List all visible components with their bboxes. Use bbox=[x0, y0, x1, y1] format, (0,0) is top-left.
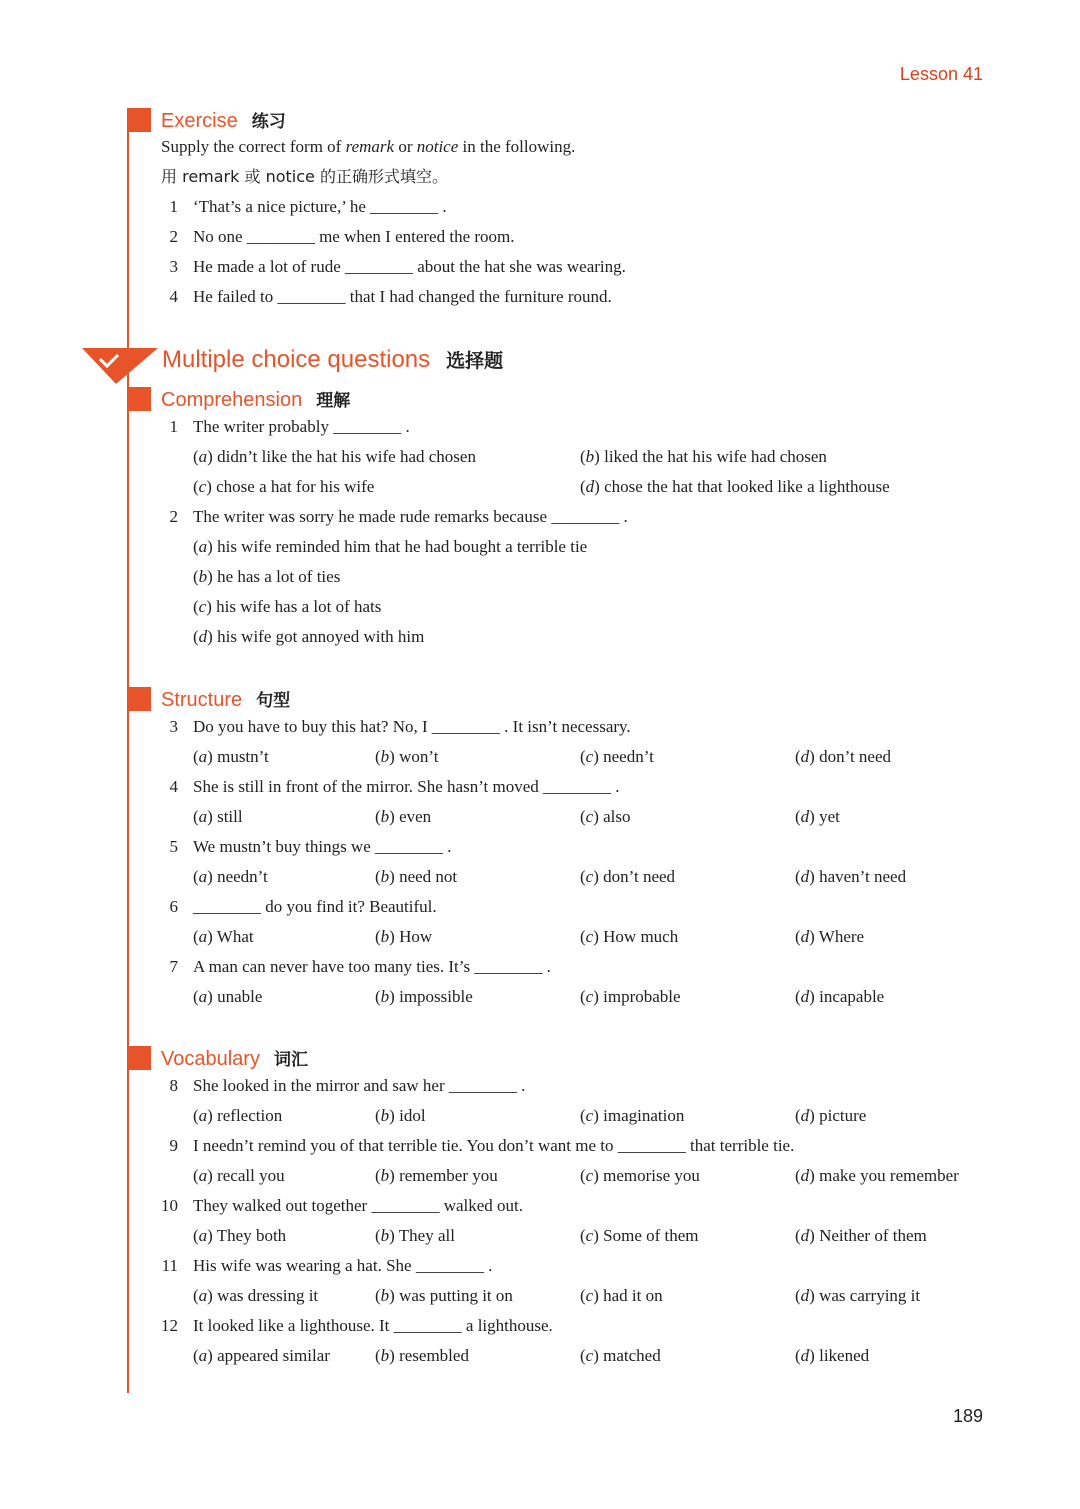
exercise-item-number: 1 bbox=[169, 197, 178, 216]
question-number: 4 bbox=[169, 777, 178, 796]
exercise-item-number: 2 bbox=[169, 227, 178, 246]
answer-option: (b) remember you bbox=[375, 1166, 498, 1185]
answer-option: (d) his wife got annoyed with him bbox=[193, 627, 425, 646]
answer-option: (a) What bbox=[193, 927, 254, 946]
answer-option: (a) his wife reminded him that he had bought a terrible tie bbox=[193, 537, 588, 556]
question-number: 11 bbox=[161, 1256, 178, 1275]
exercise-title-cn: 练习 bbox=[251, 112, 286, 132]
structure-title-cn: 句型 bbox=[256, 691, 291, 711]
answer-option: (c) also bbox=[580, 807, 631, 826]
answer-option: (c) needn’t bbox=[580, 747, 654, 766]
comprehension-title: Comprehension bbox=[161, 389, 303, 411]
page-number: 189 bbox=[953, 1406, 984, 1426]
vocabulary-title: Vocabulary bbox=[161, 1048, 260, 1070]
answer-option: (a) recall you bbox=[193, 1166, 285, 1185]
answer-option: (a) They both bbox=[193, 1226, 287, 1245]
exercise-instruction: Supply the correct form of remark or notice in the following. bbox=[161, 137, 576, 156]
exercise-item-number: 3 bbox=[169, 257, 178, 276]
mcq-title: Multiple choice questions bbox=[162, 346, 431, 373]
comprehension-title-cn: 理解 bbox=[316, 391, 351, 411]
answer-option: (d) was carrying it bbox=[795, 1286, 921, 1305]
question-text: ________ do you find it? Beautiful. bbox=[193, 897, 437, 916]
exercise-item-number: 4 bbox=[169, 287, 178, 306]
answer-option: (d) incapable bbox=[795, 987, 885, 1006]
section-marker-icon bbox=[127, 387, 151, 411]
exercise-item-text: He made a lot of rude ________ about the hat she was wearing. bbox=[193, 257, 626, 276]
answer-option: (b) impossible bbox=[375, 987, 473, 1006]
question-text: A man can never have too many ties. It’s ________ . bbox=[193, 957, 551, 976]
question-number: 8 bbox=[169, 1076, 178, 1095]
answer-option: (c) had it on bbox=[580, 1286, 663, 1305]
answer-option: (c) imagination bbox=[580, 1106, 685, 1125]
answer-option: (b) How bbox=[375, 927, 433, 946]
question-text: They walked out together ________ walked out. bbox=[193, 1196, 524, 1215]
answer-option: (c) How much bbox=[580, 927, 679, 946]
answer-option: (a) was dressing it bbox=[193, 1286, 319, 1305]
answer-option: (a) mustn’t bbox=[193, 747, 269, 766]
lesson-label: Lesson 41 bbox=[899, 64, 983, 84]
answer-option: (d) likened bbox=[795, 1346, 870, 1365]
answer-option: (b) liked the hat his wife had chosen bbox=[580, 447, 827, 466]
structure-title: Structure bbox=[161, 689, 243, 711]
question-number: 7 bbox=[169, 957, 178, 976]
question-text: Do you have to buy this hat? No, I ________ . It isn’t necessary. bbox=[193, 717, 631, 736]
answer-option: (b) won’t bbox=[375, 747, 439, 766]
answer-option: (c) memorise you bbox=[580, 1166, 700, 1185]
exercise-item-text: No one ________ me when I entered the room. bbox=[193, 227, 515, 246]
answer-option: (d) yet bbox=[795, 807, 840, 826]
answer-option: (c) matched bbox=[580, 1346, 661, 1365]
checkmark-icon bbox=[82, 346, 160, 386]
answer-option: (b) even bbox=[375, 807, 432, 826]
answer-option: (d) haven’t need bbox=[795, 867, 907, 886]
answer-option: (b) he has a lot of ties bbox=[193, 567, 341, 586]
question-number: 2 bbox=[169, 507, 178, 526]
answer-option: (c) Some of them bbox=[580, 1226, 699, 1245]
answer-option: (d) picture bbox=[795, 1106, 867, 1125]
answer-option: (c) improbable bbox=[580, 987, 681, 1006]
question-number: 9 bbox=[169, 1136, 178, 1155]
question-number: 6 bbox=[169, 897, 178, 916]
answer-option: (a) appeared similar bbox=[193, 1346, 330, 1365]
answer-option: (b) resembled bbox=[375, 1346, 469, 1365]
question-text: I needn’t remind you of that terrible tie. You don’t want me to ________ that terrible tie. bbox=[193, 1136, 795, 1155]
section-marker-icon bbox=[127, 687, 151, 711]
exercise-item-text: He failed to ________ that I had changed the furniture round. bbox=[193, 287, 612, 306]
answer-option: (c) his wife has a lot of hats bbox=[193, 597, 382, 616]
mcq-title-cn: 选择题 bbox=[446, 350, 504, 372]
question-number: 5 bbox=[169, 837, 178, 856]
answer-option: (c) don’t need bbox=[580, 867, 676, 886]
answer-option: (d) Where bbox=[795, 927, 865, 946]
question-number: 3 bbox=[169, 717, 178, 736]
question-text: His wife was wearing a hat. She ________ . bbox=[193, 1256, 493, 1275]
answer-option: (a) didn’t like the hat his wife had chosen bbox=[193, 447, 476, 466]
section-marker-icon bbox=[127, 108, 151, 132]
question-text: She is still in front of the mirror. She hasn’t moved ________ . bbox=[193, 777, 620, 796]
question-text: The writer was sorry he made rude remarks because ________ . bbox=[193, 507, 628, 526]
exercise-instruction-cn: 用 remark 或 notice 的正确形式填空。 bbox=[161, 167, 448, 186]
question-text: We mustn’t buy things we ________ . bbox=[193, 837, 452, 856]
answer-option: (b) was putting it on bbox=[375, 1286, 513, 1305]
answer-option: (d) don’t need bbox=[795, 747, 892, 766]
question-text: She looked in the mirror and saw her ________ . bbox=[193, 1076, 526, 1095]
answer-option: (d) Neither of them bbox=[795, 1226, 927, 1245]
answer-option: (a) still bbox=[193, 807, 243, 826]
question-number: 10 bbox=[161, 1196, 178, 1215]
question-text: It looked like a lighthouse. It ________ a lighthouse. bbox=[193, 1316, 553, 1335]
answer-option: (b) They all bbox=[375, 1226, 455, 1245]
answer-option: (a) needn’t bbox=[193, 867, 268, 886]
exercise-item-text: ‘That’s a nice picture,’ he ________ . bbox=[193, 197, 447, 216]
answer-option: (d) make you remember bbox=[795, 1166, 959, 1185]
exercise-title: Exercise bbox=[161, 110, 238, 132]
question-text: The writer probably ________ . bbox=[193, 417, 410, 436]
question-number: 1 bbox=[169, 417, 178, 436]
answer-option: (b) idol bbox=[375, 1106, 426, 1125]
question-number: 12 bbox=[161, 1316, 178, 1335]
answer-option: (a) reflection bbox=[193, 1106, 283, 1125]
vocabulary-title-cn: 词汇 bbox=[273, 1050, 308, 1070]
answer-option: (b) need not bbox=[375, 867, 458, 886]
answer-option: (d) chose the hat that looked like a lighthouse bbox=[580, 477, 890, 496]
answer-option: (a) unable bbox=[193, 987, 263, 1006]
section-marker-icon bbox=[127, 1046, 151, 1070]
answer-option: (c) chose a hat for his wife bbox=[193, 477, 375, 496]
margin-rule bbox=[127, 108, 129, 1393]
